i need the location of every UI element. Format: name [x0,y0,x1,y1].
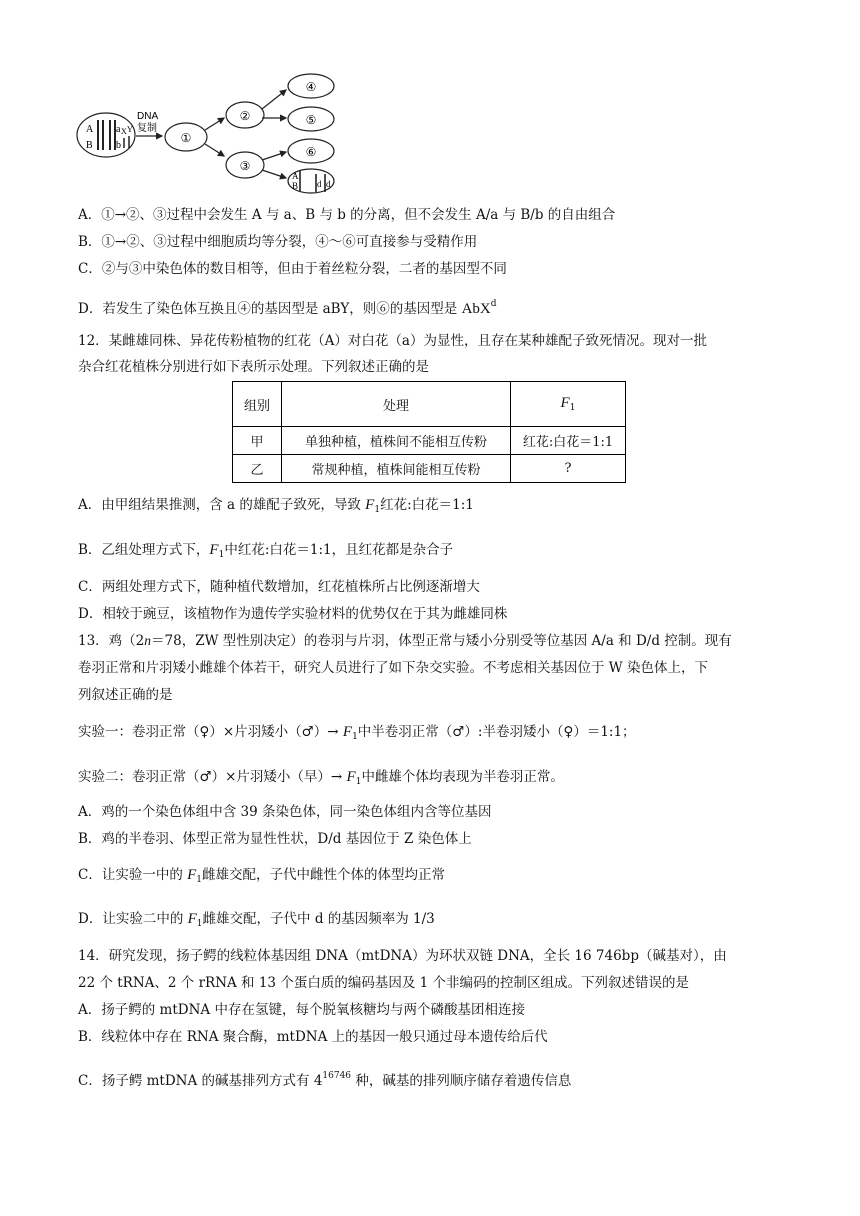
svg-text:②: ② [239,109,251,123]
node-1 [165,123,207,151]
q14-stem-line1: 14．研究发现，扬子鳄的线粒体基因组 DNA（mtDNA）为环状双链 DNA，全长 16 746bp（碱基对），由 [78,948,727,964]
node-2 [226,102,264,128]
q11-option-d: D．若发生了染色体互换且④的基因型是 aBY，则⑥的基因型是 AbX$^d$ [78,299,497,317]
q14-stem-line2: 22 个 tRNA、2 个 rRNA 和 13 个蛋白质的编码基因及 1 个非编码的控制区组成。下列叙述错误的是 [78,975,689,991]
q12-option-d: D．相较于豌豆，该植物作为遗传学实验材料的优势仅在于其为雌雄同株 [78,606,508,622]
arrow-label-replicate: 复制 [137,123,157,134]
svg-text:⑤: ⑤ [305,113,317,127]
q13-option-d: D．让实验二中的 $F_1$雌雄交配，子代中 d 的基因频率为 1/3 [78,911,435,929]
q11-option-a: A．①→②、③过程中会发生 A 与 a、B 与 b 的分离，但不会发生 A/a 与 B/b 的自由组合 [78,207,616,223]
q13-stem-line1: 13．鸡（2n＝78，ZW 型性别决定）的卷羽与片羽，体型正常与矮小分别受等位基因 A/a 和 D/d 控制。现有 [78,633,732,649]
table-header-f1: $F_1$ [511,382,626,427]
allele-A: A [86,124,94,135]
q12-table [232,381,626,483]
q12-option-a: A．由甲组结果推测，含 a 的雄配子致死，导致 $F_1$红花:白花＝1:1 [78,497,474,515]
chrom-Y: Y [127,125,133,134]
svg-text:d: d [317,179,322,189]
svg-text:B: B [292,181,299,191]
node-4 [288,74,334,98]
final-cell [288,169,334,193]
arrow-label-dna: DNA [137,111,159,122]
node-5 [288,107,334,131]
q13-stem-line2: 卷羽正常和片羽矮小雌雄个体若干，研究人员进行了如下杂交实验。不考虑相关基因位于 W 染色体上，下 [78,660,708,676]
svg-text:④: ④ [305,80,317,94]
allele-B: B [86,140,93,151]
svg-text:d: d [326,179,331,189]
q13-stem-line3: 列叙述正确的是 [78,687,173,703]
q13-experiment-1: 实验一：卷羽正常（♀）×片羽矮小（♂）→ $F_1$中半卷羽正常（♂）:半卷羽矮小（♀）＝1:1； [78,724,636,742]
meiosis-diagram [76,68,376,196]
q14-option-c: C．扬子鳄 mtDNA 的碱基排列方式有 $4^{16746}$ 种，碱基的排列顺序储存着遗传信息 [78,1071,572,1089]
table-row: 甲 单独种植，植株间不能相互传粉 红花:白花＝1:1 [233,427,626,455]
q12-option-c: C．两组处理方式下，随种植代数增加，红花植株所占比例逐渐增大 [78,579,480,595]
node-3 [226,152,264,178]
table-header-group: 组别 [233,382,282,427]
svg-text:A: A [292,171,299,181]
q11-option-c: C．②与③中染色体的数目相等，但由于着丝粒分裂，二者的基因型不同 [78,261,507,277]
q13-option-a: A．鸡的一个染色体组中含 39 条染色体，同一染色体组内含等位基因 [78,804,492,820]
node-6 [288,139,334,163]
allele-a: a [116,124,121,135]
svg-text:①: ① [180,131,192,145]
q12-stem-line1: 12．某雌雄同株、异花传粉植物的红花（A）对白花（a）为显性，且存在某种雄配子致死情况。现对一批 [78,333,707,349]
q13-option-b: B．鸡的半卷羽、体型正常为显性性状，D/d 基因位于 Z 染色体上 [78,831,472,847]
q13-experiment-2: 实验二：卷羽正常（♂）×片羽矮小（早）→ $F_1$中雌雄个体均表现为半卷羽正常。 [78,769,564,787]
svg-text:③: ③ [239,159,251,173]
q14-option-b: B．线粒体中存在 RNA 聚合酶，mtDNA 上的基因一般只通过母本遗传给后代 [78,1029,548,1045]
parent-cell [77,113,135,157]
q13-option-c: C．让实验一中的 $F_1$雌雄交配，子代中雌性个体的体型均正常 [78,867,446,885]
q12-option-b: B．乙组处理方式下，$F_1$中红花:白花＝1:1，且红花都是杂合子 [78,542,454,560]
q11-option-b: B．①→②、③过程中细胞质均等分裂，④～⑥可直接参与受精作用 [78,234,478,250]
allele-b: b [116,140,121,151]
svg-text:⑥: ⑥ [305,145,317,159]
table-row: 乙 常规种植，植株间能相互传粉 ? [233,455,626,483]
table-header-treatment: 处理 [282,382,511,427]
q14-option-a: A．扬子鳄的 mtDNA 中存在氢键，每个脱氧核糖均与两个磷酸基团相连接 [78,1002,525,1018]
chrom-X: X [121,127,127,136]
q12-stem-line2: 杂合红花植株分别进行如下表所示处理。下列叙述正确的是 [78,359,429,375]
